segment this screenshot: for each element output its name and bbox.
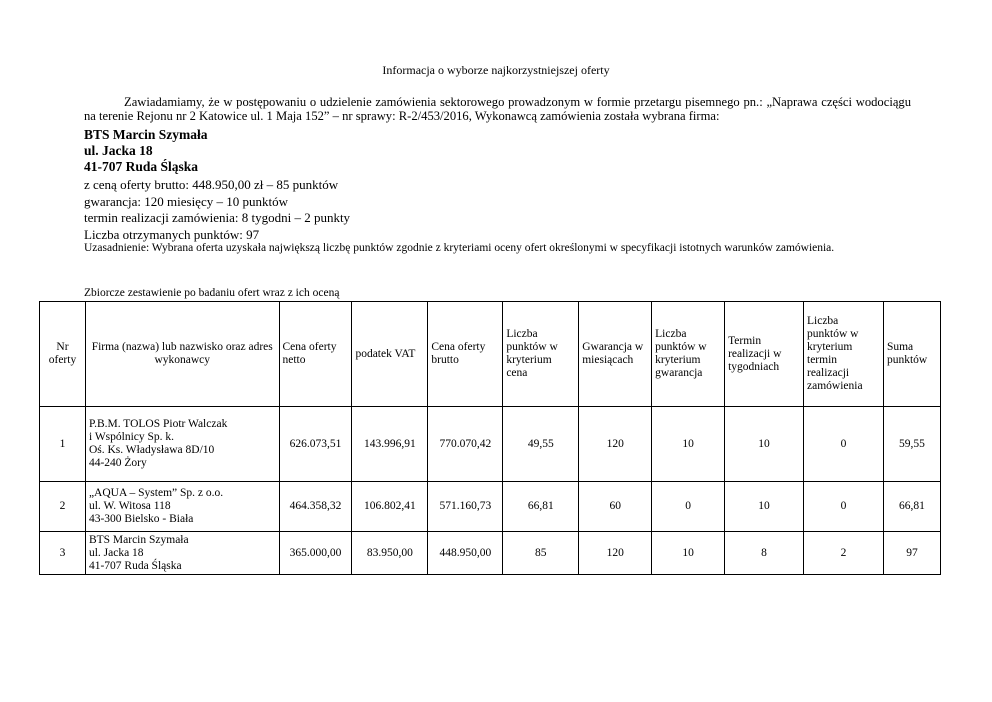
table-caption: Zbiorcze zestawienie po badaniu ofert wraz z ich oceną [84,287,340,299]
firm-line: BTS Marcin Szymała [88,533,189,546]
detail-guarantee: gwarancja: 120 miesięcy – 10 punktów [84,193,288,209]
cell-netto: 365.000,00 [279,532,352,575]
cell-netto: 464.358,32 [279,482,352,532]
detail-price: z ceną oferty brutto: 448.950,00 zł – 85 punktów [84,177,339,192]
firm-line: 41-707 Ruda Śląska [88,559,182,572]
selected-firm [84,127,208,175]
selected-firm-city: 41-707 Ruda Śląska [84,159,199,174]
justification: Uzasadnienie: Wybrana oferta uzyskała największą liczbę punktów zgodnie z kryteriami oceny ofert określonymi w specyfikacji istotnych warunków zamówienia. [84,242,835,254]
col-header-guarantee: Gwarancja w miesiącach [579,302,652,407]
table-row [40,407,941,482]
document-title: Informacja o wyborze najkorzystniejszej oferty [382,63,610,77]
cell-pts-price: 85 [503,532,579,575]
cell-vat: 106.802,41 [352,482,428,532]
firm-line: Oś. Ks. Władysława 8D/10 [88,444,215,456]
cell-guarantee: 120 [579,407,652,482]
selected-firm-street: ul. Jacka 18 [84,143,153,158]
col-header-nr: Nr oferty [40,302,86,407]
cell-vat: 83.950,00 [352,532,428,575]
cell-firm [85,407,279,482]
firm-line: „AQUA – System” Sp. z o.o. [88,487,224,499]
cell-deadline: 8 [725,532,804,575]
table-row [40,482,941,532]
col-header-pts-deadline: Liczba punktów w kryterium termin realizacji zamówienia [804,302,884,407]
cell-nr: 3 [40,532,86,575]
col-header-pts-guarantee: Liczba punktów w kryterium gwarancja [652,302,725,407]
detail-deadline: termin realizacji zamówienia: 8 tygodni – 2 punkty [84,210,351,225]
firm-line: ul. W. Witosa 118 [88,500,171,512]
selected-firm-name: BTS Marcin Szymała [84,127,208,142]
results-table [39,301,941,575]
cell-brutto: 770.070,42 [428,407,503,482]
cell-pts-deadline: 0 [804,407,884,482]
cell-netto: 626.073,51 [279,407,352,482]
cell-deadline: 10 [725,482,804,532]
firm-line: 44-240 Żory [88,457,147,469]
firm-line: i Wspólnicy Sp. k. [88,431,175,443]
cell-brutto: 571.160,73 [428,482,503,532]
cell-nr: 2 [40,482,86,532]
cell-firm [85,532,279,575]
cell-sum: 59,55 [883,407,940,482]
col-header-deadline: Termin realizacji w tygodniach [725,302,804,407]
cell-nr: 1 [40,407,86,482]
col-header-firm: Firma (nazwa) lub nazwisko oraz adres wykonawcy [85,302,279,407]
cell-firm [85,482,279,532]
col-header-brutto: Cena oferty brutto [428,302,503,407]
cell-pts-deadline: 0 [804,482,884,532]
cell-guarantee: 120 [579,532,652,575]
intro-paragraph: Zawiadamiamy, że w postępowaniu o udzielenie zamówienia sektorowego prowadzonym w formie przetargu pisemnego pn.: „Naprawa części wodociągu na terenie Rejonu nr 2 Katowice ul. 1 Maja 152” – nr sprawy: R-2/453/2016, Wykonawcą zamówienia została wybrana firma: [84,95,911,123]
cell-vat: 143.996,91 [352,407,428,482]
firm-line: 43-300 Bielsko - Biała [88,513,194,525]
firm-line: ul. Jacka 18 [88,546,144,559]
col-header-sum: Suma punktów [883,302,940,407]
cell-pts-guarantee: 0 [652,482,725,532]
cell-deadline: 10 [725,407,804,482]
cell-sum: 66,81 [883,482,940,532]
detail-total-points: Liczba otrzymanych punktów: 97 [84,226,260,242]
table-header-row [40,302,941,407]
cell-pts-deadline: 2 [804,532,884,575]
firm-line: P.B.M. TOLOS Piotr Walczak [88,418,228,430]
col-header-netto: Cena oferty netto [279,302,352,407]
offer-details [84,177,350,243]
col-header-vat: podatek VAT [352,302,428,407]
cell-brutto: 448.950,00 [428,532,503,575]
cell-pts-price: 49,55 [503,407,579,482]
cell-guarantee: 60 [579,482,652,532]
col-header-pts-price: Liczba punktów w kryterium cena [503,302,579,407]
cell-sum: 97 [883,532,940,575]
cell-pts-guarantee: 10 [652,407,725,482]
cell-pts-price: 66,81 [503,482,579,532]
cell-pts-guarantee: 10 [652,532,725,575]
table-row [40,532,941,575]
